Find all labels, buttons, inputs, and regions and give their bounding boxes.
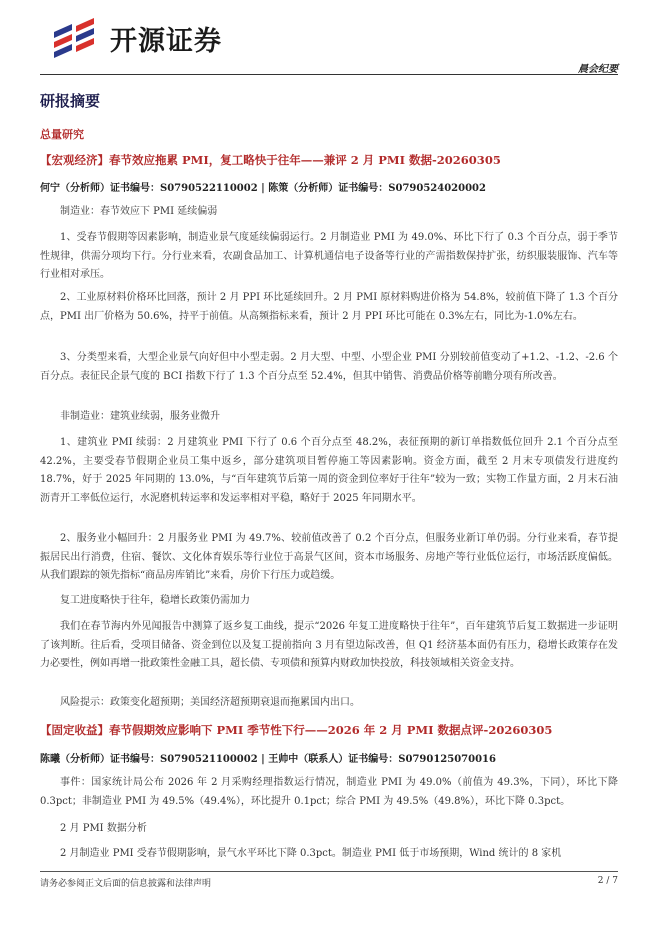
section-heading: 总量研究 — [40, 128, 84, 141]
footer-divider — [40, 871, 618, 872]
company-logo — [50, 18, 222, 58]
logo-text: 开源证券 — [110, 25, 222, 57]
article1-authors: 何宁（分析师）证书编号：S0790522110002 | 陈策（分析师）证书编号：S0790524020002 — [40, 183, 486, 194]
article2-title: 【固定收益】春节假期效应影响下 PMI 季节性下行——2026 年 2 月 PMI 数据点评-20260305 — [40, 723, 553, 737]
article2-subheading: 2 月 PMI 数据分析 — [60, 823, 147, 834]
article2-paragraph: 2 月制造业 PMI 受春节假期影响，景气水平环比下降 0.3pct。制造业 PMI 低于市场预期，Wind 统计的 8 家机 — [60, 848, 562, 859]
article1-paragraph: 2、服务业小幅回升：2 月服务业 PMI 为 49.7%、较前值改善了 0.2 个百分点，但服务业新订单仍弱。分行业来看，春节提振居民出行消费，住宿、餐饮、文化体育娱乐等行业位于高景气区间，资本市场服务、房地产等行业低位运行，市场活跃度偏低。从我们跟踪的领先指标“商品房库销比”来看，房价下行压力或趋缓。 — [40, 533, 618, 582]
page-number: 2 / 7 — [597, 876, 618, 886]
footer-disclaimer: 请务必参阅正文后面的信息披露和法律声明 — [40, 879, 212, 889]
logo-mark-icon — [50, 18, 104, 58]
article1-paragraph: 我们在春节海内外见闻报告中测算了返乡复工曲线，提示“2026 年复工进度略快于往年”，百年建筑节后复工数据进一步证明了该判断。往后看，受项目储备、资金到位以及复工提前指向 3 月有望边际改善，但 Q1 经济基本面仍有压力，稳增长政策存在发力必要性，例如再增一批政策性金融工具，超长债、专项债和预算内财政加快投放，科技领域相关资金支持。 — [40, 621, 618, 670]
page-title: 研报摘要 — [40, 92, 101, 110]
article1-paragraph: 3、分类型来看，大型企业景气向好但中小型走弱。2 月大型、中型、小型企业 PMI 分别较前值变动了+1.2、-1.2、-2.6 个百分点。表征民企景气度的 BCI 指数下行了 1.3 个百分点至 52.4%，但其中销售、消费品价格等前瞻分项有所改善。 — [40, 352, 618, 382]
article1-subheading-3: 复工进度略快于往年，稳增长政策仍需加力 — [60, 595, 250, 606]
article1-subheading-1: 制造业：春节效应下 PMI 延续偏弱 — [60, 206, 218, 217]
article1-paragraph: 1、建筑业 PMI 续弱：2 月建筑业 PMI 下行了 0.6 个百分点至 48.2%，表征预期的新订单指数低位回升 2.1 个百分点至 42.2%，主要受春节假期企业员工集中返乡，部分建筑项目暂停施工等因素影响。资金方面，截至 2 月末专项债发行进度约 18.7%，好于 2025 年同期的 13.0%，与“百年建筑节后第一周的资金到位率好于往年”较为一致；实物工作量方面，2 月末石油沥青开工率低位运行，水泥磨机转运率和发运率相对平稳，略好于 2025 年同期水平。 — [40, 437, 618, 504]
article2-authors: 陈曦（分析师）证书编号：S0790521100002 | 王帅中（联系人）证书编号：S0790125070016 — [40, 754, 496, 765]
article1-subheading-2: 非制造业：建筑业续弱，服务业微升 — [60, 411, 220, 422]
article1-paragraph: 1、受春节假期等因素影响，制造业景气度延续偏弱运行。2 月制造业 PMI 为 49.0%、环比下行了 0.3 个百分点，弱于季节性规律，供需分项均下行。分行业来看，农副食品加工、计算机通信电子设备等行业的产需指数保持扩张，纺织服装服饰、汽车等行业相对承压。 — [40, 232, 618, 281]
article2-paragraph: 事件：国家统计局公布 2026 年 2 月采购经理指数运行情况，制造业 PMI 为 49.0%（前值为 49.3%，下同），环比下降 0.3pct；非制造业 PMI 为 49.5%（49.4%），环比提升 0.1pct；综合 PMI 为 49.5%（49.8%），环比下降 0.3pct。 — [40, 777, 618, 807]
doc-type-label: 晨会纪要 — [578, 64, 618, 75]
header-divider — [40, 74, 618, 75]
article1-title: 【宏观经济】春节效应拖累 PMI，复工略快于往年——兼评 2 月 PMI 数据-20260305 — [40, 153, 501, 167]
article1-paragraph: 2、工业原材料价格环比回落，预计 2 月 PPI 环比延续回升。2 月 PMI 原材料购进价格为 54.8%，较前值下降了 1.3 个百分点，PMI 出厂价格为 50.6%，持平于前值。从高频指标来看，预计 2 月 PPI 环比可能在 0.3%左右，同比为-1.0%左右。 — [40, 292, 618, 322]
article1-risk-note: 风险提示：政策变化超预期；美国经济超预期衰退而拖累国内出口。 — [60, 697, 360, 708]
